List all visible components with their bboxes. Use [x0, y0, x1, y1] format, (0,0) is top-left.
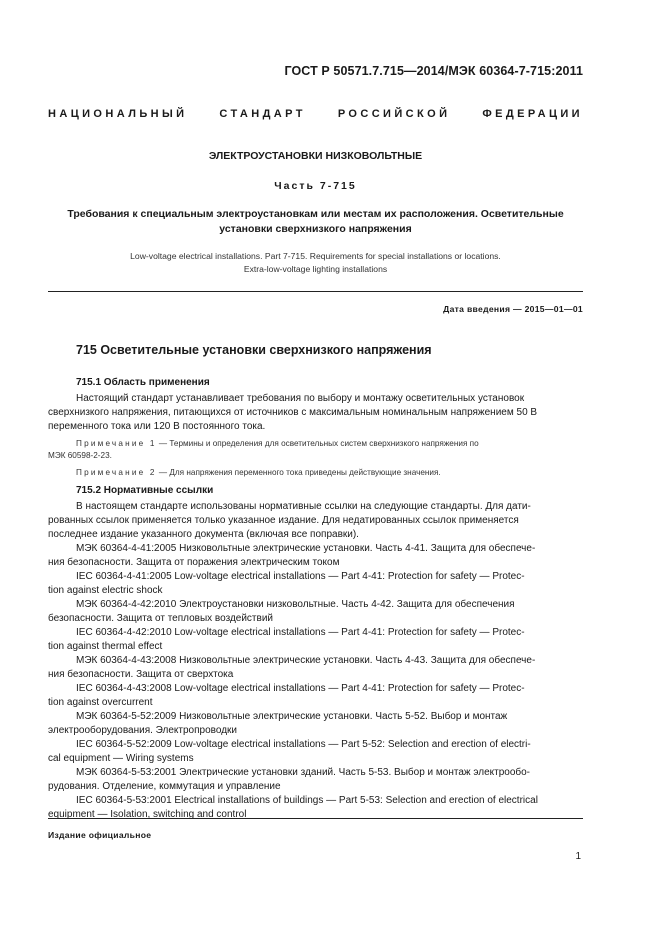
national-standard-heading	[48, 108, 583, 120]
note-text: — Термины и определения для осветительных систем сверхнизкого напряжения по	[156, 439, 479, 448]
reference-line: МЭК 60364-4-42:2010 Электроустановки низковольтные. Часть 4-42. Защита для обеспечения	[76, 599, 515, 610]
english-title	[48, 250, 583, 276]
heading-word: ФЕДЕРАЦИИ	[482, 108, 583, 120]
note-2	[76, 467, 583, 479]
reference-line: ния безопасности. Защита от поражения электрическим током	[48, 557, 340, 568]
note-text: — Для напряжения переменного тока приведены действующие значения.	[156, 468, 441, 477]
scope-paragraph	[48, 392, 583, 434]
subsection-heading-references: 715.2 Нормативные ссылки	[76, 485, 214, 496]
intro-date: Дата введения — 2015—01—01	[443, 304, 583, 314]
reference-line: МЭК 60364-4-43:2008 Низковольтные электрические установки. Часть 4-43. Защита для обеспече-	[76, 655, 536, 666]
reference-line: электрооборудования. Электропроводки	[48, 725, 237, 736]
text-line: последнее издание указанного документа (включая все поправки).	[48, 529, 359, 540]
reference-line: МЭК 60364-5-52:2009 Низковольтные электрические установки. Часть 5-52. Выбор и монтаж	[76, 711, 508, 722]
section-heading: 715 Осветительные установки сверхнизкого напряжения	[76, 343, 432, 357]
reference-line: cal equipment — Wiring systems	[48, 753, 194, 764]
subtitle-line: Требования к специальным электроустановкам или местам их расположения. Осветительные	[67, 208, 564, 220]
note-1	[48, 438, 583, 461]
subtitle	[48, 207, 583, 237]
reference-line: безопасности. Защита от тепловых воздействий	[48, 613, 273, 624]
text-line: рованных ссылок применяется только указанное издание. Для недатированных ссылок применяется	[48, 515, 519, 526]
reference-line: tion against overcurrent	[48, 697, 153, 708]
reference-line: equipment — Isolation, switching and control	[48, 809, 247, 820]
part-title: Часть 7-715	[274, 180, 357, 192]
reference-line: МЭК 60364-5-53:2001 Электрические установки зданий. Часть 5-53. Выбор и монтаж электрообо-	[76, 767, 531, 778]
reference-line: tion against thermal effect	[48, 641, 163, 652]
reference-line: IEC 60364-4-42:2010 Low-voltage electrical installations — Part 4-41: Protection for safety — Protec-	[76, 627, 525, 638]
reference-line: IEC 60364-4-43:2008 Low-voltage electrical installations — Part 4-41: Protection for safety — Protec-	[76, 683, 525, 694]
text-line: сверхнизкого напряжения, питающихся от источников с максимальным номинальным напряжением 50 В	[48, 407, 538, 418]
top-divider	[48, 291, 583, 292]
footer-divider	[48, 818, 583, 819]
text-line: переменного тока или 120 В постоянного тока.	[48, 421, 266, 432]
heading-word: СТАНДАРТ	[219, 108, 306, 120]
reference-line: IEC 60364-4-41:2005 Low-voltage electrical installations — Part 4-41: Protection for safety — Protec-	[76, 571, 525, 582]
reference-line: tion against electric shock	[48, 585, 163, 596]
reference-line: рудования. Отделение, коммутация и управление	[48, 781, 281, 792]
reference-line: ния безопасности. Защита от сверхтока	[48, 669, 234, 680]
reference-line: IEC 60364-5-52:2009 Low-voltage electrical installations — Part 5-52: Selection and erection of electri-	[76, 739, 531, 750]
document-code: ГОСТ Р 50571.7.715—2014/МЭК 60364-7-715:2011	[284, 64, 583, 78]
text-line: Настоящий стандарт устанавливает требования по выбору и монтажу осветительных установок	[76, 393, 525, 404]
subtitle-line: установки сверхнизкого напряжения	[219, 223, 412, 235]
heading-word: НАЦИОНАЛЬНЫЙ	[48, 108, 188, 120]
edition-label: Издание официальное	[48, 830, 152, 840]
subsection-heading-scope: 715.1 Область применения	[76, 377, 210, 388]
reference-line: IEC 60364-5-53:2001 Electrical installations of buildings — Part 5-53: Selection and erection of electrical	[76, 795, 538, 806]
note-label: Примечание 1	[76, 439, 157, 448]
english-title-line: Extra-low-voltage lighting installations	[243, 264, 388, 274]
references-paragraph	[48, 500, 583, 822]
note-label: Примечание 2	[76, 468, 157, 477]
reference-line: МЭК 60364-4-41:2005 Низковольтные электрические установки. Часть 4-41. Защита для обеспече-	[76, 543, 536, 554]
english-title-line: Low-voltage electrical installations. Part 7-715. Requirements for special installations or locations.	[130, 251, 501, 261]
heading-word: РОССИЙСКОЙ	[337, 108, 451, 120]
text-line: В настоящем стандарте использованы нормативные ссылки на следующие стандарты. Для дати-	[76, 501, 531, 512]
note-text-continued: МЭК 60598-2-23.	[48, 450, 112, 460]
page-number: 1	[575, 851, 581, 862]
main-title: ЭЛЕКТРОУСТАНОВКИ НИЗКОВОЛЬТНЫЕ	[208, 150, 423, 162]
